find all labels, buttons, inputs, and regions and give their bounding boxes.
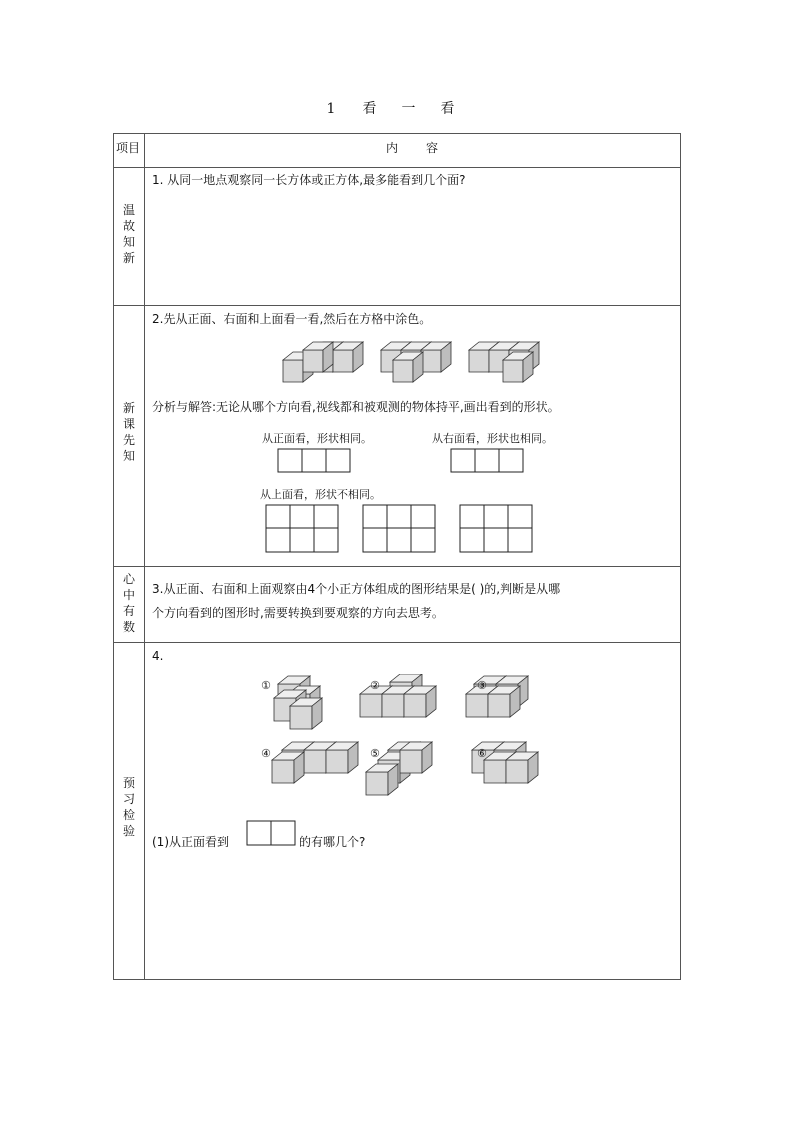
title-word-1: 看 <box>362 101 378 117</box>
question-2: 2.先从正面、右面和上面看一看,然后在方格中涂色。 <box>152 312 432 326</box>
mark-3: ③ <box>477 679 487 692</box>
header-content-a: 内 <box>386 141 399 155</box>
title-word-3: 看 <box>440 101 456 117</box>
question-1: 1. 从同一地点观察同一长方体或正方体,最多能看到几个面? <box>152 173 466 187</box>
figure-1 <box>274 676 322 729</box>
figure-3 <box>466 676 528 717</box>
page-title <box>0 98 794 118</box>
right-caption: 从右面看，形状也相同。 <box>432 432 553 445</box>
question-3-line-2: 个方向看到的图形时,需要转换到要观察的方向去思考。 <box>152 606 444 620</box>
sub-question-1-before: (1)从正面看到 <box>152 835 229 849</box>
row-label-preview: 预 习 检 验 <box>122 776 135 838</box>
cube-figures-row <box>279 336 544 384</box>
row-divider <box>114 566 680 567</box>
mark-4: ④ <box>261 747 271 760</box>
title-word-2: 一 <box>401 101 417 117</box>
column-divider <box>144 134 145 979</box>
right-view-grid <box>450 448 525 474</box>
cube-figure-a <box>283 342 363 382</box>
title-number: 1 <box>326 101 337 117</box>
cube-figure-c <box>469 342 539 382</box>
front-caption: 从正面看，形状相同。 <box>262 432 372 445</box>
header-content-b: 容 <box>426 141 439 155</box>
answer-shape-grid <box>246 820 298 847</box>
top-view-grid-3 <box>459 504 535 554</box>
question-3-line-1: 3.从正面、右面和上面观察由4个小正方体组成的图形结果是( )的,判断是从哪 <box>152 582 561 596</box>
question-4: 4. <box>152 649 164 663</box>
figure-4 <box>272 742 358 783</box>
mark-6: ⑥ <box>477 747 487 760</box>
mark-5: ⑤ <box>370 747 380 760</box>
row-label-new-lesson: 新 课 先 知 <box>122 401 135 463</box>
analysis-text: 分析与解答:无论从哪个方向看,视线都和被观测的物体持平,画出看到的形状。 <box>152 400 560 414</box>
row-label-review: 温 故 知 新 <box>122 203 135 265</box>
top-view-grid-2 <box>362 504 438 554</box>
mark-1: ① <box>261 679 271 692</box>
top-caption: 从上面看，形状不相同。 <box>260 488 381 501</box>
row-label-mind: 心 中 有 数 <box>122 572 135 634</box>
row-divider <box>114 167 680 168</box>
top-view-grid-1 <box>265 504 341 554</box>
row-divider <box>114 642 680 643</box>
cube-figure-b <box>381 342 451 382</box>
preview-cube-figures <box>254 674 574 804</box>
front-view-grid <box>277 448 352 474</box>
sub-question-1-after: 的有哪几个? <box>299 835 366 849</box>
mark-2: ② <box>370 679 380 692</box>
row-divider <box>114 305 680 306</box>
header-item: 项目 <box>116 141 141 155</box>
worksheet-table <box>113 133 681 980</box>
